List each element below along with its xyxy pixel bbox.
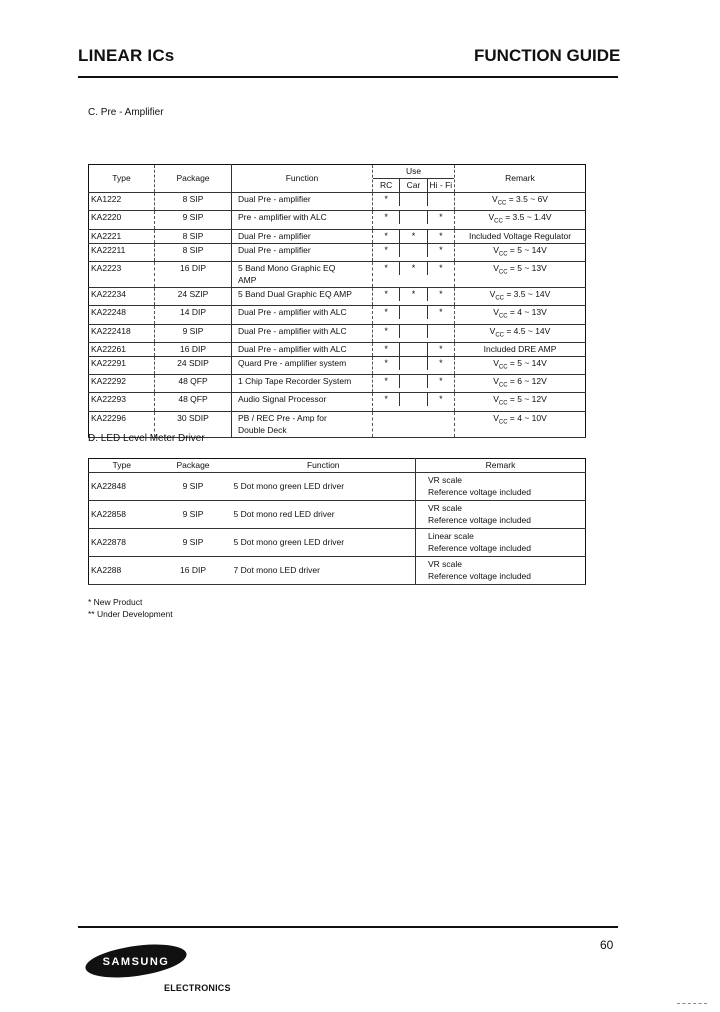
use-rc-mark: *: [384, 343, 388, 354]
type-cell: KA22234: [89, 288, 155, 306]
note-under-development: ** Under Development: [88, 609, 173, 619]
use-cell: [373, 393, 455, 411]
remark-v: V: [493, 244, 499, 255]
use-hifi-mark: *: [427, 343, 454, 356]
remark-v: V: [493, 262, 499, 273]
use-hifi-mark: [427, 193, 454, 206]
type-cell: KA22848: [89, 473, 155, 501]
function-cell: [232, 342, 373, 356]
function-text: Dual Pre - amplifier with ALC: [238, 325, 347, 336]
remark-cell: [455, 229, 586, 243]
remark-v: V: [488, 212, 495, 223]
remark-line1: Linear scale: [428, 531, 474, 541]
preamp-row: [89, 393, 586, 411]
type-cell: KA2220: [89, 211, 155, 229]
col-function: Function: [232, 165, 373, 193]
function-text: Dual Pre - amplifier: [238, 194, 311, 204]
preamp-row: [89, 356, 586, 374]
preamp-row: [89, 306, 586, 324]
use-cell: [373, 243, 455, 261]
section-c-title: C. Pre - Amplifier: [88, 107, 164, 118]
use-hifi-mark: *: [427, 262, 454, 275]
type-cell: KA2221: [89, 229, 155, 243]
use-rc-mark: *: [384, 212, 388, 223]
function-text: 5 Band Dual Graphic EQ AMP: [238, 289, 352, 300]
remark-v: V: [492, 194, 498, 204]
samsung-logo: [84, 944, 188, 978]
type-cell: KA2223: [89, 261, 155, 287]
package-cell: 9 SIP: [155, 211, 232, 229]
package-cell: 16 DIP: [155, 342, 232, 356]
preamp-row: [89, 211, 586, 229]
function-cell: [232, 411, 373, 437]
remark-line1: VR scale: [428, 559, 463, 569]
remark-sub: CC: [495, 332, 504, 339]
remark-cell: [455, 211, 586, 229]
col-use: [373, 165, 455, 193]
use-rc-mark: *: [384, 262, 388, 273]
footer-rule: [78, 926, 618, 928]
use-rc-mark: *: [384, 357, 388, 368]
type-cell: KA22248: [89, 306, 155, 324]
use-cell: [373, 356, 455, 374]
preamp-row: [89, 324, 586, 342]
col-use-label: Use: [373, 165, 454, 179]
function-cell: 5 Dot mono green LED driver: [232, 529, 416, 557]
function-text: Dual Pre - amplifier: [238, 244, 311, 255]
use-car-mark: [399, 325, 426, 338]
remark-tail: = 5 ~ 13V: [507, 262, 547, 273]
package-cell: 48 QFP: [155, 393, 232, 411]
use-car-mark: [399, 343, 426, 356]
type-cell: KA22878: [89, 529, 155, 557]
use-car-mark: [399, 375, 426, 388]
remark-sub: CC: [498, 419, 508, 426]
function-text-line2: Double Deck: [238, 425, 287, 436]
remark-tail: = 3.5 ~ 1.4V: [502, 212, 552, 223]
function-cell: [232, 356, 373, 374]
col-remark: Remark: [455, 165, 586, 193]
package-cell: 16 DIP: [155, 261, 232, 287]
footnotes: [88, 596, 173, 620]
preamp-row: [89, 375, 586, 393]
function-cell: [232, 288, 373, 306]
remark-text: Included DRE AMP: [483, 343, 557, 354]
package-cell: 24 SDIP: [155, 356, 232, 374]
remark-tail: = 5 ~ 12V: [507, 394, 547, 405]
package-cell: 14 DIP: [155, 306, 232, 324]
use-car-mark: [399, 193, 426, 206]
remark-sub: CC: [494, 218, 503, 225]
use-hifi-mark: *: [427, 375, 454, 388]
use-hifi-mark: [427, 325, 454, 338]
remark-line2: Reference voltage included: [428, 515, 532, 525]
remark-sub: CC: [498, 364, 508, 371]
use-cell: [373, 193, 455, 211]
note-new-product: * New Product: [88, 597, 143, 607]
led-header-row: [89, 459, 586, 473]
function-cell: 7 Dot mono LED driver: [232, 557, 416, 585]
preamp-header-row: [89, 165, 586, 193]
col-function: Function: [232, 459, 416, 473]
function-cell: [232, 324, 373, 342]
remark-cell: [455, 306, 586, 324]
col-package: Package: [155, 165, 232, 193]
preamp-row: [89, 193, 586, 211]
header-guide-title: FUNCTION GUIDE: [474, 46, 621, 65]
remark-tail: = 4 ~ 13V: [507, 307, 547, 318]
function-text: Pre - amplifier with ALC: [238, 212, 327, 223]
remark-sub: CC: [497, 200, 507, 207]
remark-v: V: [493, 412, 499, 423]
type-cell: KA2288: [89, 557, 155, 585]
use-rc-mark: *: [384, 244, 388, 255]
remark-v: V: [493, 376, 499, 387]
package-cell: 48 QFP: [155, 375, 232, 393]
remark-v: V: [493, 357, 499, 368]
use-hifi-mark: *: [427, 357, 454, 370]
type-cell: KA22211: [89, 243, 155, 261]
function-text: Dual Pre - amplifier with ALC: [238, 307, 347, 318]
use-cell: [373, 261, 455, 287]
package-cell: 24 SZIP: [155, 288, 232, 306]
package-cell: 9 SIP: [155, 529, 232, 557]
function-cell: 5 Dot mono red LED driver: [232, 501, 416, 529]
col-use-hifi: Hi - Fi: [427, 179, 454, 192]
type-cell: KA22261: [89, 342, 155, 356]
use-hifi-mark: *: [427, 230, 454, 243]
remark-tail: = 3.5 ~ 14V: [504, 289, 551, 300]
package-cell: 9 SIP: [155, 501, 232, 529]
remark-v: V: [489, 325, 496, 336]
use-hifi-mark: *: [427, 211, 454, 224]
package-cell: 8 SIP: [155, 193, 232, 211]
led-row: [89, 557, 586, 585]
remark-sub: CC: [498, 251, 508, 258]
package-cell: 16 DIP: [155, 557, 232, 585]
brand-division: ELECTRONICS: [164, 983, 231, 993]
col-use-car: Car: [399, 179, 426, 192]
function-text: 5 Band Mono Graphic EQ: [238, 262, 336, 273]
header-rule: [78, 76, 618, 78]
remark-cell: [455, 324, 586, 342]
use-car-mark: *: [399, 288, 426, 301]
remark-tail: = 6 ~ 12V: [507, 376, 547, 387]
remark-cell: [416, 473, 586, 501]
use-car-mark: [399, 357, 426, 370]
remark-cell: [455, 288, 586, 306]
led-row: [89, 501, 586, 529]
use-cell: [373, 411, 455, 437]
use-hifi-mark: *: [427, 393, 454, 406]
use-rc-mark: *: [384, 230, 388, 241]
remark-tail: = 5 ~ 14V: [507, 244, 547, 255]
use-rc-mark: *: [384, 325, 388, 336]
remark-sub: CC: [498, 269, 508, 276]
remark-tail: = 5 ~ 14V: [507, 357, 547, 368]
use-car-mark: *: [399, 230, 426, 243]
preamp-row: [89, 243, 586, 261]
remark-sub: CC: [498, 382, 508, 389]
function-cell: [232, 243, 373, 261]
type-cell: KA22296: [89, 411, 155, 437]
use-cell: [373, 306, 455, 324]
function-cell: [232, 393, 373, 411]
remark-sub: CC: [498, 401, 508, 408]
use-rc-mark: *: [384, 394, 388, 405]
function-cell: [232, 193, 373, 211]
led-row: [89, 473, 586, 501]
remark-line2: Reference voltage included: [428, 487, 532, 497]
remark-sub: CC: [495, 295, 504, 302]
use-cell: [373, 375, 455, 393]
function-cell: [232, 211, 373, 229]
corner-mark: [677, 1003, 707, 1004]
function-cell: [232, 375, 373, 393]
use-rc-mark: *: [384, 376, 388, 387]
samsung-logo-text: SAMSUNG: [102, 956, 170, 968]
led-row: [89, 529, 586, 557]
use-car-mark: [399, 211, 426, 224]
type-cell: KA22293: [89, 393, 155, 411]
package-cell: 30 SDIP: [155, 411, 232, 437]
preamp-row: [89, 261, 586, 287]
use-hifi-mark: *: [427, 288, 454, 301]
use-rc-mark: *: [384, 289, 388, 300]
function-text: Dual Pre - amplifier: [238, 230, 311, 241]
function-text: PB / REC Pre - Amp for: [238, 412, 327, 423]
use-car-mark: [399, 244, 426, 257]
function-cell: [232, 261, 373, 287]
col-package: Package: [155, 459, 232, 473]
function-text: Audio Signal Processor: [238, 394, 327, 405]
remark-tail: = 3.5 ~ 6V: [506, 194, 548, 204]
remark-cell: [455, 261, 586, 287]
use-cell: [373, 288, 455, 306]
col-type: Type: [89, 459, 155, 473]
package-cell: 8 SIP: [155, 243, 232, 261]
remark-line2: Reference voltage included: [428, 543, 532, 553]
use-cell: [373, 342, 455, 356]
remark-cell: [455, 243, 586, 261]
package-cell: 8 SIP: [155, 229, 232, 243]
remark-cell: [416, 557, 586, 585]
preamp-row: [89, 342, 586, 356]
remark-v: V: [493, 394, 499, 405]
section-d-title: D. LED Level Meter Driver: [88, 433, 205, 444]
remark-cell: [455, 393, 586, 411]
remark-line2: Reference voltage included: [428, 571, 532, 581]
remark-cell: [455, 356, 586, 374]
function-text-line2: AMP: [238, 275, 257, 286]
type-cell: KA22292: [89, 375, 155, 393]
remark-cell: [455, 375, 586, 393]
function-cell: 5 Dot mono green LED driver: [232, 473, 416, 501]
remark-cell: [455, 193, 586, 211]
use-hifi-mark: *: [427, 306, 454, 319]
use-cell: [373, 211, 455, 229]
function-cell: [232, 229, 373, 243]
use-car-mark: [399, 306, 426, 319]
use-car-mark: *: [399, 262, 426, 275]
remark-sub: CC: [498, 314, 508, 320]
use-hifi-mark: *: [427, 244, 454, 257]
led-driver-table: [88, 458, 586, 585]
type-cell: KA22291: [89, 356, 155, 374]
package-cell: 9 SIP: [155, 324, 232, 342]
use-cell: [373, 324, 455, 342]
remark-cell: [416, 501, 586, 529]
col-use-rc: RC: [380, 180, 393, 190]
remark-v: V: [489, 289, 496, 300]
col-remark: Remark: [416, 459, 586, 473]
function-cell: [232, 306, 373, 324]
preamp-row: [89, 229, 586, 243]
function-text: Quard Pre - amplifier system: [238, 357, 347, 368]
type-cell: KA22858: [89, 501, 155, 529]
use-cell: [373, 229, 455, 243]
use-car-mark: [399, 393, 426, 406]
remark-cell: [455, 411, 586, 437]
remark-cell: [455, 342, 586, 356]
remark-line1: VR scale: [428, 475, 463, 485]
function-text: 1 Chip Tape Recorder System: [238, 376, 352, 387]
remark-v: V: [493, 307, 499, 318]
remark-cell: [416, 529, 586, 557]
function-text: Dual Pre - amplifier with ALC: [238, 343, 347, 354]
page-number: 60: [600, 938, 614, 952]
use-rc-mark: *: [384, 307, 388, 318]
remark-tail: = 4 ~ 10V: [507, 412, 547, 423]
header-title: LINEAR ICs: [78, 46, 175, 65]
preamp-table: [88, 164, 586, 438]
use-rc-mark: *: [384, 194, 388, 204]
remark-text: Included Voltage Regulator: [468, 230, 572, 241]
remark-tail: = 4.5 ~ 14V: [504, 325, 551, 336]
package-cell: 9 SIP: [155, 473, 232, 501]
type-cell: KA1222: [89, 193, 155, 211]
remark-line1: VR scale: [428, 503, 463, 513]
col-type: Type: [89, 165, 155, 193]
preamp-row: [89, 288, 586, 306]
type-cell: KA222418: [89, 324, 155, 342]
